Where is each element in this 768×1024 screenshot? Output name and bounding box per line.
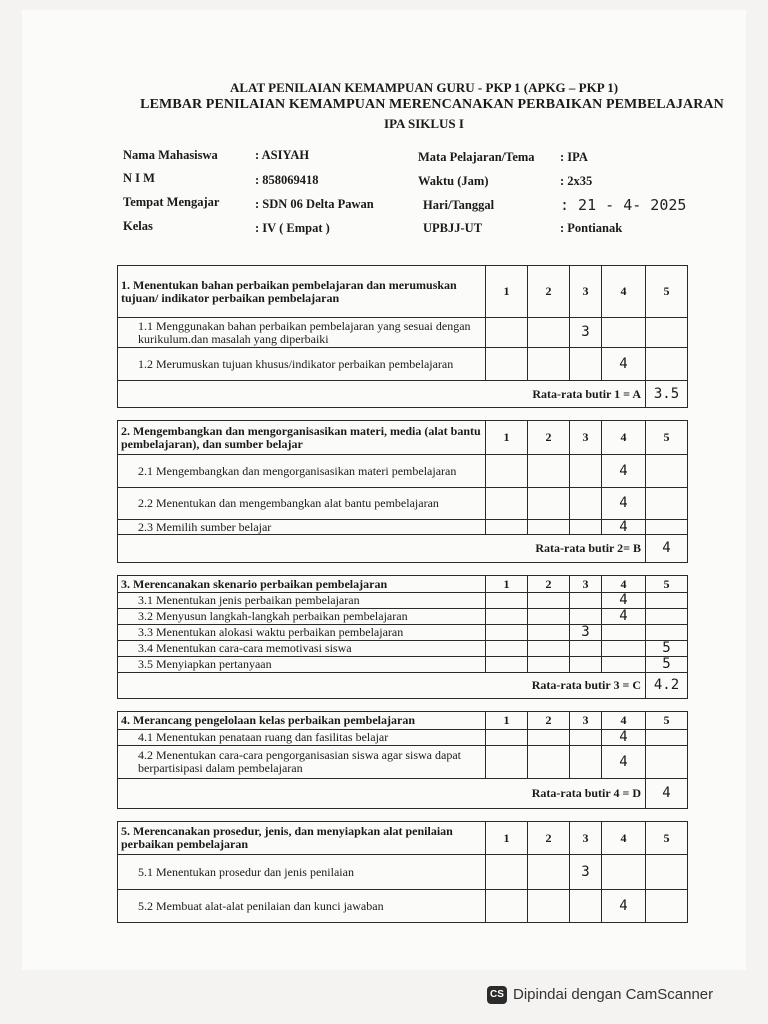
table-row	[118, 609, 688, 625]
table-row	[118, 625, 688, 641]
section-3-heading: 3. Merencanakan skenario perbaikan pembelajaran	[118, 576, 486, 593]
item-text: 2.3 Memilih sumber belajar	[118, 520, 486, 535]
scale-5: 5	[646, 576, 688, 593]
item-text: 4.2 Menentukan cara-cara pengorganisasian siswa agar siswa dapat berpartisipasi dalam pembelajaran	[118, 746, 486, 779]
scale-1: 1	[486, 421, 528, 455]
nim-label: N I M	[123, 171, 155, 185]
camscanner-logo-icon: CS	[487, 986, 507, 1004]
table-row	[118, 746, 688, 779]
mapel-label: Mata Pelajaran/Tema	[418, 150, 535, 164]
item-text: 5.1 Menentukan prosedur dan jenis penilaian	[118, 855, 486, 890]
average-value: 3.5	[646, 381, 688, 408]
scale-4: 4	[602, 266, 646, 318]
kelas-value: : IV ( Empat )	[255, 221, 330, 235]
table-row	[118, 348, 688, 381]
score-mark: 4	[602, 455, 646, 488]
score-mark: 4	[602, 730, 646, 746]
score-mark: 4	[602, 593, 646, 609]
kelas-label: Kelas	[123, 219, 153, 233]
scale-1: 1	[486, 576, 528, 593]
score-mark: 3	[570, 318, 602, 348]
scale-4: 4	[602, 576, 646, 593]
average-label: Rata-rata butir 3 = C	[118, 673, 646, 699]
table-row	[118, 641, 688, 657]
upbjj-value: : Pontianak	[560, 221, 623, 235]
section-2-header	[118, 421, 688, 455]
scale-2: 2	[528, 822, 570, 855]
score-mark: 4	[602, 890, 646, 923]
scale-3: 3	[570, 266, 602, 318]
average-row	[118, 673, 688, 699]
scale-1: 1	[486, 822, 528, 855]
average-label: Rata-rata butir 4 = D	[118, 779, 646, 809]
scale-2: 2	[528, 421, 570, 455]
table-row	[118, 318, 688, 348]
scale-2: 2	[528, 712, 570, 730]
section-1-heading: 1. Menentukan bahan perbaikan pembelajaran dan merumuskan tujuan/ indikator perbaikan pembelajaran	[118, 266, 486, 318]
item-text: 2.1 Mengembangkan dan mengorganisasikan materi pembelajaran	[118, 455, 486, 488]
form-cycle-title: IPA SIKLUS I	[384, 116, 464, 131]
section-5-heading: 5. Merencanakan prosedur, jenis, dan menyiapkan alat penilaian perbaikan pembelajaran	[118, 822, 486, 855]
scale-3: 3	[570, 822, 602, 855]
hari-value: : 21 - 4- 2025	[560, 196, 687, 214]
item-text: 3.1 Menentukan jenis perbaikan pembelajaran	[118, 593, 486, 609]
section-4-header	[118, 712, 688, 730]
item-text: 1.2 Merumuskan tujuan khusus/indikator perbaikan pembelajaran	[118, 348, 486, 381]
score-mark: 5	[646, 657, 688, 673]
score-mark: 4	[602, 348, 646, 381]
scale-5: 5	[646, 421, 688, 455]
form-title: ALAT PENILAIAN KEMAMPUAN GURU - PKP 1 (APKG – PKP 1)	[229, 80, 619, 95]
average-row	[118, 535, 688, 563]
average-value: 4	[646, 535, 688, 563]
score-mark: 3	[570, 625, 602, 641]
average-row	[118, 381, 688, 408]
section-4-heading: 4. Merancang pengelolaan kelas perbaikan pembelajaran	[118, 712, 486, 730]
section-3-header	[118, 576, 688, 593]
table-row	[118, 657, 688, 673]
item-text: 2.2 Menentukan dan mengembangkan alat bantu pembelajaran	[118, 488, 486, 520]
nim-value: : 858069418	[255, 173, 319, 187]
average-label: Rata-rata butir 1 = A	[118, 381, 646, 408]
nama-label: Nama Mahasiswa	[123, 148, 218, 162]
waktu-value: : 2x35	[560, 174, 593, 188]
scale-5: 5	[646, 712, 688, 730]
scale-3: 3	[570, 712, 602, 730]
item-text: 5.2 Membuat alat-alat penilaian dan kunci jawaban	[118, 890, 486, 923]
score-mark: 4	[602, 609, 646, 625]
tempat-label: Tempat Mengajar	[123, 195, 220, 209]
score-mark: 4	[602, 488, 646, 520]
scale-1: 1	[486, 712, 528, 730]
score-mark: 5	[646, 641, 688, 657]
camscanner-text: Dipindai dengan CamScanner	[513, 986, 714, 1003]
item-text: 3.3 Menentukan alokasi waktu perbaikan pembelajaran	[118, 625, 486, 641]
table-row	[118, 520, 688, 535]
item-text: 3.4 Menentukan cara-cara memotivasi siswa	[118, 641, 486, 657]
score-mark: 3	[570, 855, 602, 890]
item-text: 4.1 Menentukan penataan ruang dan fasilitas belajar	[118, 730, 486, 746]
score-mark: 4	[602, 746, 646, 779]
score-table	[117, 265, 688, 923]
item-text: 3.2 Menyusun langkah-langkah perbaikan pembelajaran	[118, 609, 486, 625]
scale-4: 4	[602, 822, 646, 855]
scale-3: 3	[570, 576, 602, 593]
hari-label: Hari/Tanggal	[423, 198, 495, 212]
nama-value: : ASIYAH	[255, 148, 310, 162]
upbjj-label: UPBJJ-UT	[423, 221, 483, 235]
mapel-value: : IPA	[560, 150, 588, 164]
table-row	[118, 488, 688, 520]
table-row	[118, 890, 688, 923]
score-mark: 4	[602, 520, 646, 535]
scale-4: 4	[602, 421, 646, 455]
average-value: 4	[646, 779, 688, 809]
form-subtitle: LEMBAR PENILAIAN KEMAMPUAN MERENCANAKAN PERBAIKAN PEMBELAJARAN	[140, 97, 724, 112]
section-5-header	[118, 822, 688, 855]
table-row	[118, 730, 688, 746]
scale-3: 3	[570, 421, 602, 455]
section-2-heading: 2. Mengembangkan dan mengorganisasikan materi, media (alat bantu pembelajaran), dan sumber belajar	[118, 421, 486, 455]
average-row	[118, 779, 688, 809]
scale-2: 2	[528, 576, 570, 593]
item-text: 3.5 Menyiapkan pertanyaan	[118, 657, 486, 673]
average-label: Rata-rata butir 2= B	[118, 535, 646, 563]
average-value: 4.2	[646, 673, 688, 699]
scale-2: 2	[528, 266, 570, 318]
table-row	[118, 455, 688, 488]
tempat-value: : SDN 06 Delta Pawan	[255, 197, 374, 211]
scale-5: 5	[646, 822, 688, 855]
scale-1: 1	[486, 266, 528, 318]
camscanner-watermark	[487, 986, 713, 1004]
item-text: 1.1 Menggunakan bahan perbaikan pembelajaran yang sesuai dengan kurikulum.dan masalah yang diperbaiki	[118, 318, 486, 348]
section-1-header	[118, 266, 688, 318]
waktu-label: Waktu (Jam)	[418, 174, 489, 188]
scale-4: 4	[602, 712, 646, 730]
scale-5: 5	[646, 266, 688, 318]
table-row	[118, 855, 688, 890]
table-row	[118, 593, 688, 609]
